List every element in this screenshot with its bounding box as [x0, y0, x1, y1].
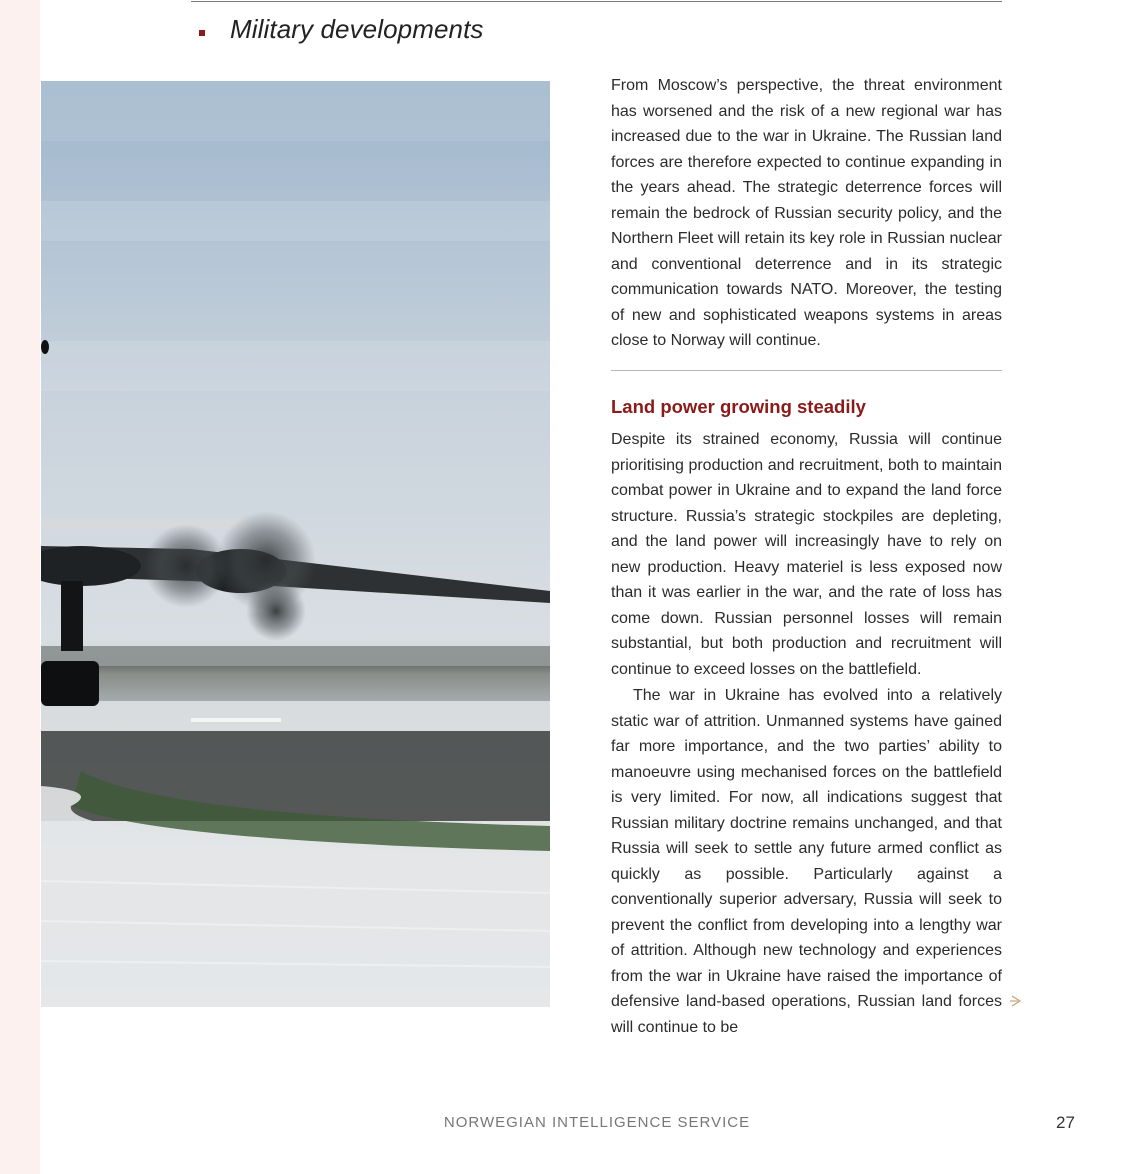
footer: [0, 1114, 1128, 1131]
page-number: 27: [1056, 1113, 1075, 1132]
section-bullet-icon: [199, 30, 205, 36]
publisher-name: NORWEGIAN INTELLIGENCE SERVICE: [443, 1114, 751, 1131]
body-paragraph: Despite its strained economy, Russia will continue prioritising production and recruitment, both to maintain combat power in Ukraine and to expand the land force structure. Russia’s strategic stockpiles are depleting, and the land power will increasingly have to rely on new production. Heavy materiel is less exposed now than it was earlier in the war, and the rate of loss has come down. Russian personnel losses will remain substantial, but both production and recruitment will continue to exceed losses on the battlefield.: [611, 431, 1002, 678]
section-title: Military developments: [230, 14, 484, 44]
bomber-aircraft-photo: [41, 81, 550, 1007]
intro-paragraph: From Moscow’s perspective, the threat environment has worsened and the risk of a new regional war has increased due to the war in Ukraine. The Russian land forces are therefore expected to continue expanding in the years ahead. The strategic deterrence forces will remain the bedrock of Russian security policy, and the Northern Fleet will retain its key role in Russian nuclear and conventional deterrence and in its strategic communication towards NATO. Moreover, the testing of new and sophisticated weapons systems in areas close to Norway will continue.: [611, 77, 1002, 349]
subheading: Land power growing steadily: [611, 396, 866, 417]
continue-arrow-icon: [1009, 994, 1023, 1008]
body-paragraph: The war in Ukraine has evolved into a relatively static war of attrition. Unmanned systems have gained far more importance, and the two parties’ ability to manoeuvre using mechanised forces on the battlefield is very limited. For now, all indications suggest that Russian military doctrine remains unchanged, and that Russia will seek to settle any future armed conflict as quickly as possible. Particularly against a conventionally superior adversary, Russia will seek to prevent the conflict from developing into a lengthy war of attrition. Although new technology and experiences from the war in Ukraine have raised the importance of defensive land-based operations, Russian land forces will continue to be: [611, 687, 1002, 1036]
top-rule: [191, 1, 1002, 2]
page-margin-band: [0, 0, 40, 1174]
section-divider: [611, 370, 1002, 371]
